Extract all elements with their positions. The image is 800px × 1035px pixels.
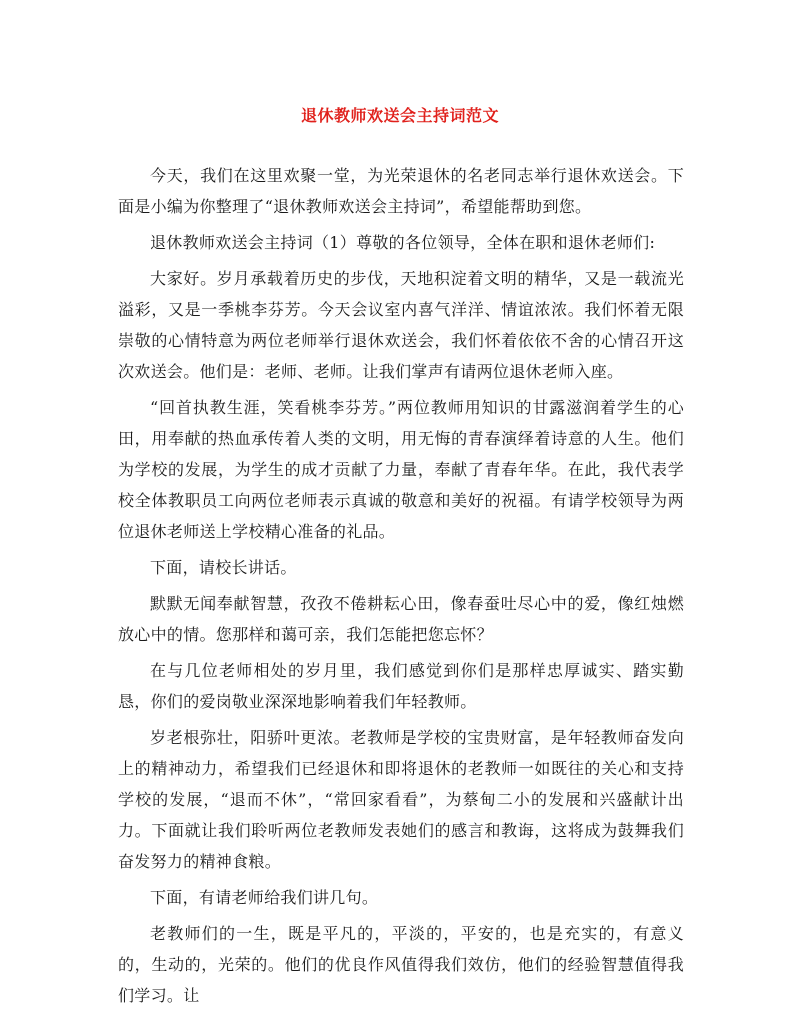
paragraph: 大家好。岁月承载着历史的步伐，天地积淀着文明的精华，又是一载流光溢彩，又是一季桃李芬芳。今天会议室内喜气洋洋、情谊浓浓。我们怀着无限崇敬的心情特意为两位老师举行退休欢送会，我们怀着依依不舍的心情召开这次欢送会。他们是：老师、老师。让我们掌声有请两位退休老师入座。 — [118, 269, 684, 381]
paragraph: 默默无闻奉献智慧，孜孜不倦耕耘心田，像春蚕吐尽心中的爱，像红烛燃放心中的情。您那样和蔼可亲，我们怎能把您忘怀？ — [118, 594, 684, 644]
paragraph: 在与几位老师相处的岁月里，我们感觉到你们是那样忠厚诚实、踏实勤恳，你们的爱岗敬业深深地影响着我们年轻教师。 — [118, 661, 684, 711]
paragraph: 今天，我们在这里欢聚一堂，为光荣退休的名老同志举行退休欢送会。下面是小编为你整理了“退休教师欢送会主持词”，希望能帮助到您。 — [118, 166, 684, 216]
paragraph: “回首执教生涯，笑看桃李芬芳。”两位教师用知识的甘露滋润着学生的心田，用奉献的热血承传着人类的文明，用无悔的青春演绎着诗意的人生。他们为学校的发展，为学生的成才贡献了力量，奉献了青春年华。在此，我代表学校全体教职员工向两位老师表示真诚的敬意和美好的祝福。有请学校领导为两位退休老师送上学校精心准备的礼品。 — [118, 398, 684, 541]
paragraph: 下面，有请老师给我们讲几句。 — [150, 888, 379, 907]
document-body — [118, 160, 684, 1016]
paragraph: 退休教师欢送会主持词（1）尊敬的各位领导，全体在职和退休老师们: — [150, 233, 656, 252]
paragraph: 岁老根弥壮，阳骄叶更浓。老教师是学校的宝贵财富，是年轻教师奋发向上的精神动力，希望我们已经退休和即将退休的老教师一如既往的关心和支持学校的发展，“退而不休”，“常回家看看”，为蔡甸二小的发展和兴盛献计出力。下面就让我们聆听两位老教师发表她们的感言和教诲，这将成为鼓舞我们奋发努力的精神食粮。 — [118, 728, 684, 871]
paragraph: 下面，请校长讲话。 — [150, 558, 297, 577]
document-title: 退休教师欢送会主持词范文 — [300, 106, 499, 125]
paragraph: 老教师们的一生，既是平凡的，平淡的，平安的，也是充实的，有意义的，生动的，光荣的。他们的优良作风值得我们效仿，他们的经验智慧值得我们学习。让 — [118, 924, 684, 1005]
